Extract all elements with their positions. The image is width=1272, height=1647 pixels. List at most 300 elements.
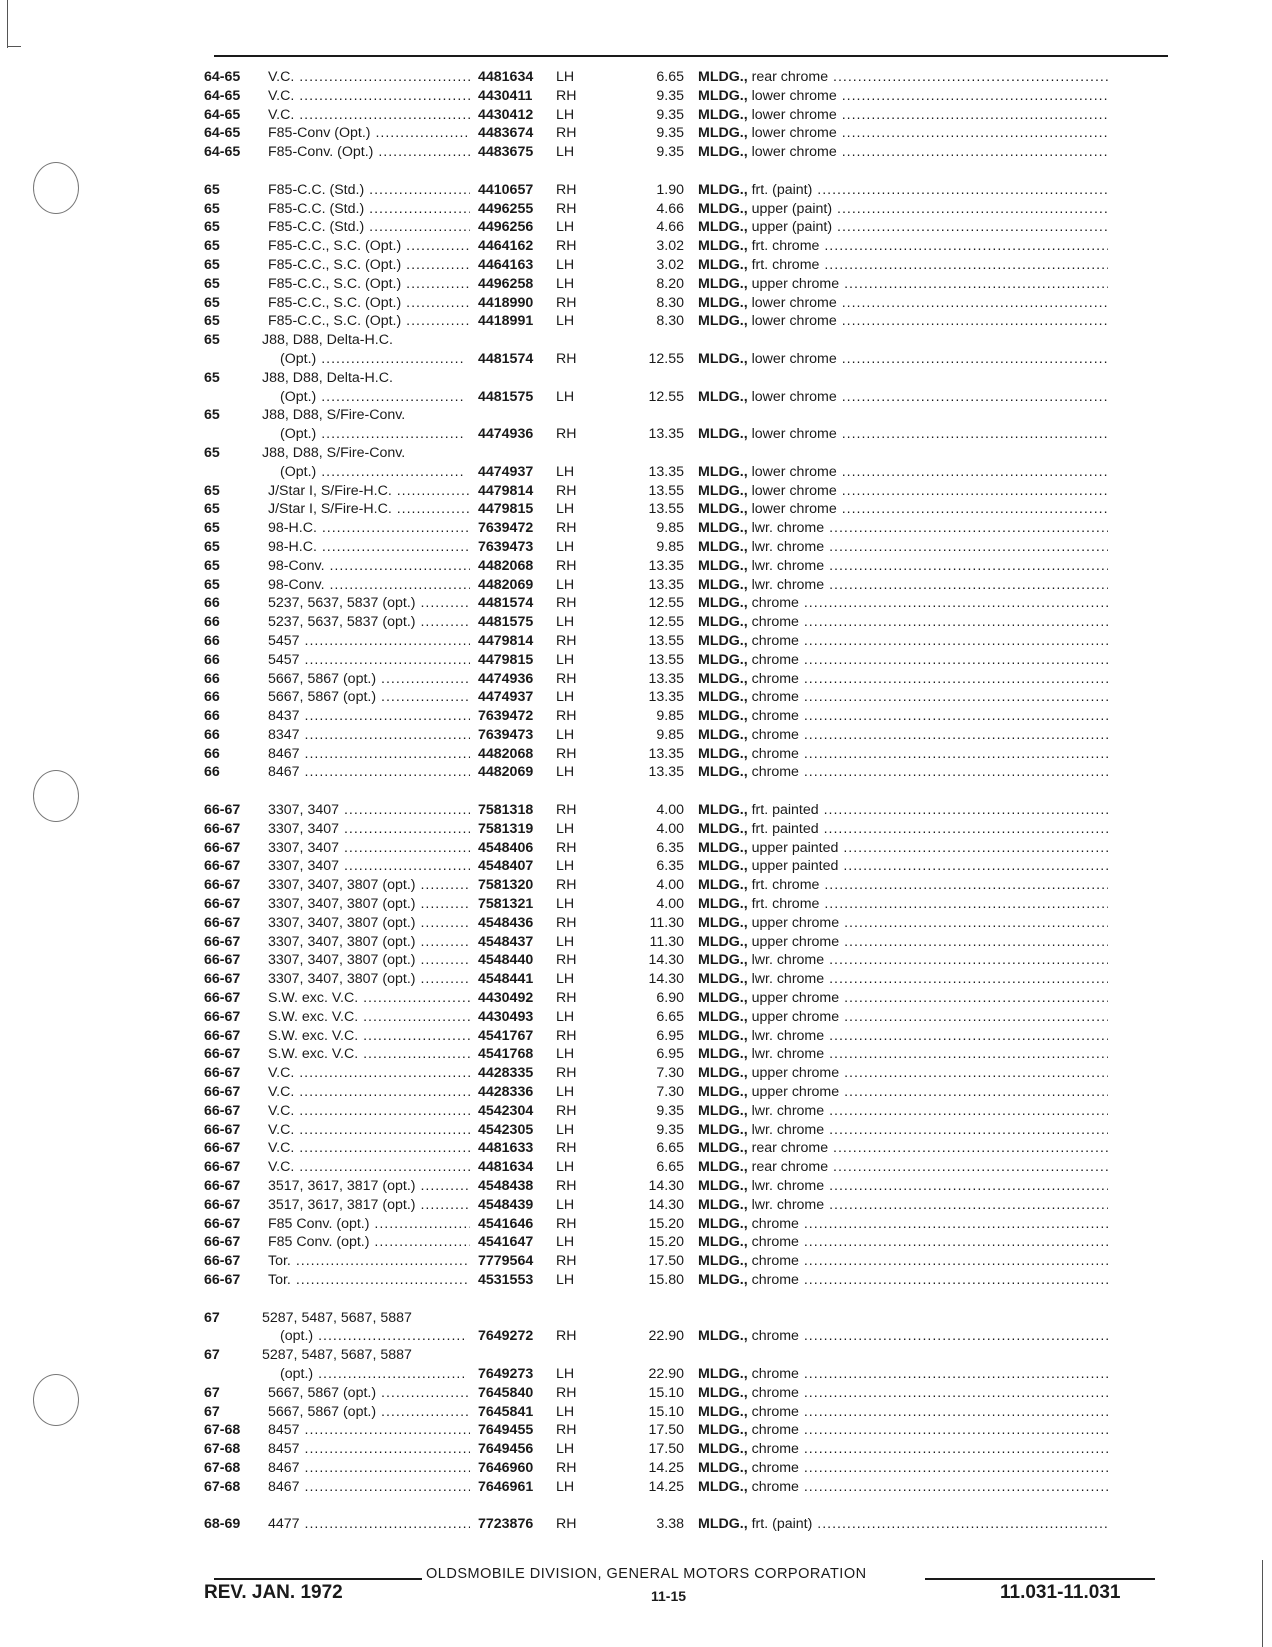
- description-prefix: MLDG.,: [698, 1365, 748, 1382]
- description-cell: [698, 801, 1108, 820]
- part-number-cell: 4410657: [478, 181, 534, 198]
- part-number-cell: 4479814: [478, 482, 534, 499]
- description-value: frt. chrome: [751, 256, 820, 273]
- description-text: [748, 727, 1108, 743]
- description-text: [748, 1159, 1108, 1175]
- crop-mark: [1262, 1560, 1263, 1647]
- description-text: [748, 858, 1108, 874]
- description-value: chrome: [751, 1215, 799, 1232]
- part-number-cell: 4474936: [478, 670, 534, 687]
- description-cell: [698, 1515, 1108, 1534]
- description-prefix: MLDG.,: [698, 388, 748, 405]
- model-cell: V.C. .....: [268, 87, 470, 106]
- description-cell: [698, 312, 1108, 331]
- price-cell: 15.20: [648, 1234, 684, 1251]
- price-cell: 13.35: [648, 576, 684, 593]
- price-cell: 9.35: [656, 125, 684, 142]
- description-text: [748, 896, 1108, 912]
- description-prefix: MLDG.,: [698, 294, 748, 311]
- description-value: lower chrome: [751, 294, 837, 311]
- model-cell: F85-C.C., S.C. (Opt.) .....: [268, 312, 470, 331]
- description-value: chrome: [751, 595, 799, 612]
- side-cell: LH: [556, 256, 575, 273]
- part-number-cell: 4482069: [478, 576, 534, 593]
- description-text: [748, 1404, 1108, 1420]
- price-cell: 6.65: [656, 69, 684, 85]
- part-number-cell: 4548439: [478, 1196, 534, 1213]
- description-cell: [698, 1252, 1108, 1271]
- side-cell: LH: [556, 538, 575, 555]
- model-cell: 5237, 5637, 5837 (opt.) .....: [268, 594, 470, 613]
- side-cell: RH: [556, 1065, 577, 1082]
- description-value: lower chrome: [751, 87, 837, 104]
- model-cell: V.C. .....: [268, 68, 470, 87]
- description-text: [748, 821, 1108, 837]
- table-row: [0, 1102, 1272, 1121]
- model-cell: 5237, 5637, 5837 (opt.) .....: [268, 613, 470, 632]
- price-cell: 3.38: [656, 1516, 684, 1533]
- description-cell: [698, 1064, 1108, 1083]
- part-number-cell: 4481634: [478, 1159, 534, 1176]
- year-cell: 66-67: [204, 1234, 241, 1251]
- side-cell: RH: [556, 1253, 577, 1270]
- description-prefix: MLDG.,: [698, 820, 748, 837]
- table-row: [0, 670, 1272, 689]
- description-cell: [698, 857, 1108, 876]
- part-number-cell: 4464162: [478, 238, 534, 255]
- description-prefix: MLDG.,: [698, 1178, 748, 1195]
- description-value: lower chrome: [751, 463, 837, 480]
- description-prefix: MLDG.,: [698, 1046, 748, 1063]
- year-cell: 64-65: [204, 87, 241, 104]
- model-cell: 5667, 5867 (opt.) .....: [268, 670, 470, 689]
- description-prefix: MLDG.,: [698, 1102, 748, 1119]
- year-cell: 65: [204, 294, 220, 311]
- model-cell: 5667, 5867 (opt.) .....: [268, 1403, 470, 1422]
- model-cell: 8467 .....: [268, 745, 470, 764]
- side-cell: RH: [556, 1140, 577, 1157]
- table-row: [0, 1459, 1272, 1478]
- price-cell: 15.10: [648, 1403, 684, 1420]
- model-cell: F85-Conv (Opt.) .....: [268, 124, 470, 143]
- year-cell: 66-67: [204, 896, 241, 913]
- description-cell: [698, 763, 1108, 782]
- year-cell: 64-65: [204, 125, 241, 142]
- year-cell: 67: [204, 1384, 220, 1401]
- side-cell: RH: [556, 87, 577, 104]
- year-cell: 65: [204, 501, 220, 518]
- year-cell: 66-67: [204, 1008, 241, 1025]
- table-row: [0, 1478, 1272, 1497]
- description-value: frt. chrome: [751, 238, 820, 255]
- price-cell: 12.55: [648, 388, 684, 405]
- description-text: [748, 840, 1108, 856]
- description-value: chrome: [751, 1384, 799, 1401]
- table-row: [0, 820, 1272, 839]
- description-text: [748, 1460, 1108, 1476]
- side-cell: LH: [556, 501, 575, 518]
- description-cell: [698, 350, 1108, 369]
- part-number-cell: 7649272: [478, 1328, 534, 1345]
- description-value: rear chrome: [751, 1140, 829, 1157]
- side-cell: RH: [556, 595, 577, 612]
- part-number-cell: 4474937: [478, 463, 534, 480]
- part-number-cell: 4542305: [478, 1121, 534, 1138]
- description-text: [748, 652, 1108, 668]
- table-row: [0, 688, 1272, 707]
- description-text: [748, 1028, 1108, 1044]
- year-cell: 67: [204, 1347, 220, 1364]
- price-cell: 14.30: [648, 952, 684, 969]
- table-row: [0, 876, 1272, 895]
- description-cell: [698, 1177, 1108, 1196]
- description-value: frt. painted: [751, 820, 819, 837]
- price-cell: 1.90: [656, 181, 684, 198]
- side-cell: LH: [556, 388, 575, 405]
- price-cell: 14.30: [648, 971, 684, 988]
- table-row: [0, 275, 1272, 294]
- table-row-continued: [0, 369, 1272, 388]
- side-cell: LH: [556, 933, 575, 950]
- description-value: lower chrome: [751, 106, 837, 123]
- description-cell: [698, 500, 1108, 519]
- description-cell: [698, 1102, 1108, 1121]
- description-prefix: MLDG.,: [698, 1027, 748, 1044]
- price-cell: 12.55: [648, 614, 684, 631]
- part-number-cell: 4548441: [478, 971, 534, 988]
- model-cell: 3307, 3407 .....: [268, 857, 470, 876]
- description-prefix: MLDG.,: [698, 1441, 748, 1458]
- description-value: lwr. chrome: [751, 952, 825, 969]
- model-cell-top: 5287, 5487, 5687, 5887: [262, 1347, 412, 1364]
- description-prefix: MLDG.,: [698, 614, 748, 631]
- description-value: chrome: [751, 1441, 799, 1458]
- description-cell: [698, 294, 1108, 313]
- footer-rule: [925, 1578, 1155, 1580]
- description-value: lower chrome: [751, 350, 837, 367]
- part-number-cell: 4428335: [478, 1065, 534, 1082]
- year-cell: 67-68: [204, 1459, 241, 1476]
- side-cell: RH: [556, 839, 577, 856]
- year-cell: 65: [204, 275, 220, 292]
- description-value: chrome: [751, 1272, 799, 1288]
- price-cell: 7.30: [656, 1084, 684, 1101]
- part-number-cell: 4541646: [478, 1215, 534, 1232]
- table-row: [0, 1515, 1272, 1534]
- description-prefix: MLDG.,: [698, 106, 748, 123]
- description-cell: [698, 895, 1108, 914]
- side-cell: LH: [556, 651, 575, 668]
- description-text: [748, 125, 1108, 141]
- description-cell: [698, 482, 1108, 501]
- side-cell: RH: [556, 200, 577, 217]
- description-cell: [698, 914, 1108, 933]
- model-cell-top: 5287, 5487, 5687, 5887: [262, 1309, 412, 1326]
- side-cell: RH: [556, 1422, 577, 1439]
- row-gap: [0, 1497, 1272, 1516]
- description-cell: [698, 425, 1108, 444]
- description-text: [748, 633, 1108, 649]
- table-row: [0, 895, 1272, 914]
- description-cell: [698, 87, 1108, 106]
- side-cell: RH: [556, 426, 577, 443]
- table-row: [0, 1421, 1272, 1440]
- table-row: [0, 1233, 1272, 1252]
- year-cell: 65: [204, 407, 220, 424]
- model-cell: (opt.) .....: [280, 1327, 464, 1346]
- price-cell: 4.00: [656, 896, 684, 913]
- table-row: [0, 970, 1272, 989]
- description-value: lwr. chrome: [751, 538, 825, 555]
- side-cell: LH: [556, 1365, 575, 1382]
- model-cell: 3307, 3407 .....: [268, 801, 470, 820]
- price-cell: 17.50: [648, 1253, 684, 1270]
- price-cell: 6.35: [656, 858, 684, 875]
- part-number-cell: 7639472: [478, 520, 534, 537]
- description-prefix: MLDG.,: [698, 1422, 748, 1439]
- description-text: [748, 1385, 1108, 1401]
- table-row: [0, 557, 1272, 576]
- description-prefix: MLDG.,: [698, 914, 748, 931]
- price-cell: 6.90: [656, 990, 684, 1007]
- description-cell: [698, 745, 1108, 764]
- description-value: lwr. chrome: [751, 1046, 825, 1063]
- description-text: [748, 1122, 1108, 1138]
- side-cell: RH: [556, 802, 577, 819]
- year-cell: 65: [204, 256, 220, 273]
- description-cell: [698, 632, 1108, 651]
- description-text: [748, 558, 1108, 574]
- description-cell: [698, 1215, 1108, 1234]
- description-text: [748, 595, 1108, 611]
- price-cell: 9.35: [656, 87, 684, 104]
- part-number-cell: 4541768: [478, 1046, 534, 1063]
- crop-mark: [7, 46, 21, 47]
- description-prefix: MLDG.,: [698, 1140, 748, 1157]
- part-number-cell: 4482068: [478, 557, 534, 574]
- row-gap: [0, 162, 1272, 181]
- model-cell: V.C. .....: [268, 1064, 470, 1083]
- description-cell: [698, 124, 1108, 143]
- description-value: chrome: [751, 1253, 799, 1270]
- page-number: 11-15: [651, 1588, 687, 1604]
- table-row: [0, 933, 1272, 952]
- description-prefix: MLDG.,: [698, 69, 748, 85]
- description-cell: [698, 463, 1108, 482]
- year-cell: 66-67: [204, 1196, 241, 1213]
- model-cell-top: J88, D88, S/Fire-Conv.: [262, 444, 406, 461]
- section-code: 11.031-11.031: [1000, 1582, 1121, 1603]
- side-cell: LH: [556, 69, 575, 85]
- side-cell: LH: [556, 1121, 575, 1138]
- model-cell: 8467 .....: [268, 1478, 470, 1497]
- model-cell: 98-Conv. .....: [268, 557, 470, 576]
- part-number-cell: 4483674: [478, 125, 534, 142]
- model-cell: J/Star I, S/Fire-H.C. .....: [268, 500, 470, 519]
- side-cell: LH: [556, 820, 575, 837]
- description-value: chrome: [751, 1422, 799, 1439]
- year-cell: 66-67: [204, 971, 241, 988]
- description-cell: [698, 68, 1108, 87]
- year-cell: 66-67: [204, 1027, 241, 1044]
- description-prefix: MLDG.,: [698, 557, 748, 574]
- part-number-cell: 4483675: [478, 144, 534, 161]
- price-cell: 6.95: [656, 1027, 684, 1044]
- price-cell: 6.65: [656, 1159, 684, 1176]
- price-cell: 4.00: [656, 802, 684, 819]
- model-cell: F85-C.C. (Std.) .....: [268, 218, 470, 237]
- description-value: upper chrome: [751, 1008, 840, 1025]
- table-row: [0, 124, 1272, 143]
- description-cell: [698, 1440, 1108, 1459]
- model-cell: 3307, 3407, 3807 (opt.) .....: [268, 876, 470, 895]
- price-cell: 9.35: [656, 144, 684, 161]
- table-row: [0, 707, 1272, 726]
- part-number-cell: 4430493: [478, 1008, 534, 1025]
- description-text: [748, 1065, 1108, 1081]
- year-cell: 66-67: [204, 1272, 241, 1288]
- year-cell: 65: [204, 576, 220, 593]
- table-row-continued: [0, 406, 1272, 425]
- price-cell: 15.80: [648, 1272, 684, 1288]
- year-cell: 66-67: [204, 820, 241, 837]
- year-cell: 67-68: [204, 1478, 241, 1495]
- price-cell: 22.90: [648, 1365, 684, 1382]
- description-text: [748, 1103, 1108, 1119]
- description-prefix: MLDG.,: [698, 1215, 748, 1232]
- description-prefix: MLDG.,: [698, 125, 748, 142]
- description-prefix: MLDG.,: [698, 1253, 748, 1270]
- description-prefix: MLDG.,: [698, 275, 748, 292]
- year-cell: 67: [204, 1403, 220, 1420]
- description-prefix: MLDG.,: [698, 426, 748, 443]
- description-value: upper (paint): [751, 219, 833, 236]
- part-number-cell: 7645840: [478, 1384, 534, 1401]
- price-cell: 13.55: [648, 501, 684, 518]
- description-text: [748, 689, 1108, 705]
- part-number-cell: 4481575: [478, 614, 534, 631]
- table-row: [0, 914, 1272, 933]
- description-prefix: MLDG.,: [698, 896, 748, 913]
- description-value: chrome: [751, 689, 799, 706]
- description-cell: [698, 1196, 1108, 1215]
- description-prefix: MLDG.,: [698, 1159, 748, 1176]
- description-text: [748, 295, 1108, 311]
- side-cell: RH: [556, 952, 577, 969]
- year-cell: 64-65: [204, 69, 241, 85]
- part-number-cell: 4479815: [478, 501, 534, 518]
- description-cell: [698, 1421, 1108, 1440]
- price-cell: 11.30: [649, 933, 684, 950]
- description-prefix: MLDG.,: [698, 87, 748, 104]
- side-cell: LH: [556, 971, 575, 988]
- year-cell: 65: [204, 313, 220, 330]
- model-cell: V.C. .....: [268, 1158, 470, 1177]
- year-cell: 66-67: [204, 1215, 241, 1232]
- description-prefix: MLDG.,: [698, 482, 748, 499]
- side-cell: RH: [556, 557, 577, 574]
- part-number-cell: 4496258: [478, 275, 534, 292]
- price-cell: 14.25: [648, 1459, 684, 1476]
- part-number-cell: 7581318: [478, 802, 534, 819]
- description-prefix: MLDG.,: [698, 632, 748, 649]
- part-number-cell: 7639473: [478, 538, 534, 555]
- year-cell: 66-67: [204, 1159, 241, 1176]
- description-value: frt. painted: [751, 802, 819, 819]
- part-number-cell: 4481574: [478, 350, 534, 367]
- side-cell: LH: [556, 1234, 575, 1251]
- description-cell: [698, 576, 1108, 595]
- description-value: upper chrome: [751, 1084, 840, 1101]
- description-text: [748, 313, 1108, 329]
- side-cell: RH: [556, 1384, 577, 1401]
- part-number-cell: 7581320: [478, 877, 534, 894]
- model-cell-top: J88, D88, Delta-H.C.: [262, 332, 393, 349]
- description-text: [748, 88, 1108, 104]
- price-cell: 13.35: [648, 689, 684, 706]
- description-text: [748, 1046, 1108, 1062]
- side-cell: RH: [556, 1459, 577, 1476]
- price-cell: 8.30: [656, 313, 684, 330]
- model-cell: J/Star I, S/Fire-H.C. .....: [268, 482, 470, 501]
- year-cell: 66-67: [204, 1178, 241, 1195]
- description-value: chrome: [751, 726, 799, 743]
- model-cell: (Opt.) .....: [280, 425, 464, 444]
- description-prefix: MLDG.,: [698, 313, 748, 330]
- year-cell: 66-67: [204, 1140, 241, 1157]
- description-prefix: MLDG.,: [698, 1065, 748, 1082]
- description-prefix: MLDG.,: [698, 745, 748, 762]
- description-text: [748, 971, 1108, 987]
- table-row: [0, 763, 1272, 782]
- model-cell: V.C. .....: [268, 1083, 470, 1102]
- description-cell: [698, 1045, 1108, 1064]
- table-row: [0, 857, 1272, 876]
- part-number-cell: 4474936: [478, 426, 534, 443]
- year-cell: 66: [204, 651, 220, 668]
- description-value: lwr. chrome: [751, 557, 825, 574]
- description-prefix: MLDG.,: [698, 802, 748, 819]
- description-value: chrome: [751, 614, 799, 631]
- part-number-cell: 7646961: [478, 1478, 534, 1495]
- part-number-cell: 7639473: [478, 726, 534, 743]
- table-row: [0, 651, 1272, 670]
- description-value: upper chrome: [751, 275, 840, 292]
- price-cell: 12.55: [648, 595, 684, 612]
- side-cell: LH: [556, 106, 575, 123]
- table-row: [0, 106, 1272, 125]
- year-cell: 66: [204, 595, 220, 612]
- price-cell: 14.25: [648, 1478, 684, 1495]
- side-cell: RH: [556, 238, 577, 255]
- side-cell: LH: [556, 1441, 575, 1458]
- year-cell: 65: [204, 538, 220, 555]
- footer-rule: [214, 1578, 422, 1580]
- year-cell: 65: [204, 444, 220, 461]
- price-cell: 14.30: [648, 1196, 684, 1213]
- part-number-cell: 4482069: [478, 764, 534, 781]
- year-cell: 66-67: [204, 1046, 241, 1063]
- model-cell: 8437 .....: [268, 707, 470, 726]
- description-text: [748, 1178, 1108, 1194]
- model-cell-top: J88, D88, Delta-H.C.: [262, 369, 393, 386]
- description-value: lwr. chrome: [751, 1178, 825, 1195]
- description-prefix: MLDG.,: [698, 1084, 748, 1101]
- description-prefix: MLDG.,: [698, 971, 748, 988]
- description-text: [748, 1009, 1108, 1025]
- side-cell: RH: [556, 1178, 577, 1195]
- part-number-cell: 7723876: [478, 1516, 534, 1533]
